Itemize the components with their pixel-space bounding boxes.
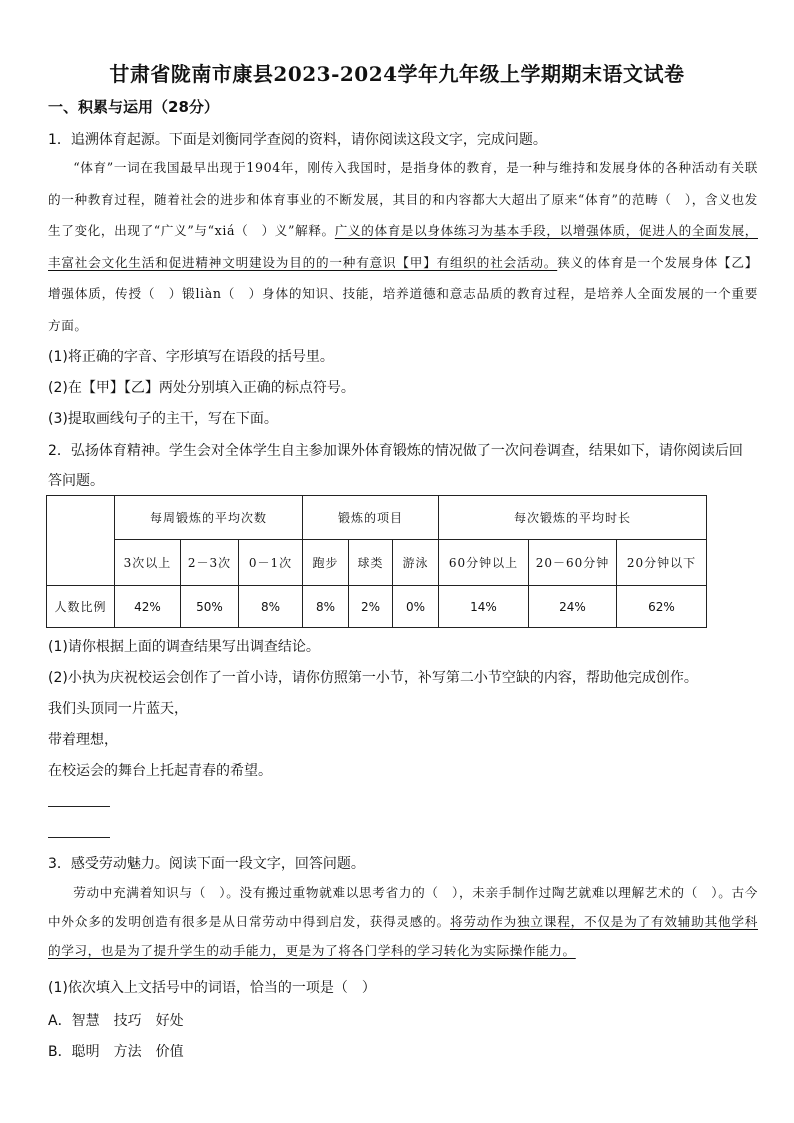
poem-line-2: 带着理想， [48, 732, 118, 748]
option-a: A．智慧 技巧 好处 [48, 1013, 184, 1029]
q3-passage-text: 劳动中充满着知识与（ ）。没有搬过重物就难以思考省力的（ ），未亲手制作过陶艺就难以理解艺术的（ ）。古今中外众多的发明创造有很多是从日常劳动中得到启发，获得灵感的。 [48, 885, 758, 929]
q2-intro-line2: 答问题。 [48, 473, 104, 489]
poem-line-1: 我们头顶同一片蓝天， [48, 701, 188, 717]
table-header-cell: 0－1次 [239, 540, 303, 586]
table-value-cell: 62% [617, 586, 707, 628]
q3-underlined-sentence: 将劳动作为独立课程，不仅是为了有效辅助其他学科的学习，也是为了提升学生的动手能力，更是为了将各门学科的学习转化为实际操作能力。 [48, 914, 758, 958]
section-heading: 一、积累与运用（28分） [48, 98, 219, 116]
q1-sub2: (2)在【甲】【乙】两处分别填入正确的标点符号。 [48, 380, 355, 396]
table-value-cell: 8% [303, 586, 349, 628]
q1-passage-b: 狭义的体育是一个发展身体【乙】增强体质，传授（ ）锻liàn（ ）身体的知识、技能，培养道德和意志品质的教育过程，是培养人全面发展的一个重要方面。 [48, 254, 758, 333]
q3-sub1: (1)依次填入上文括号中的词语，恰当的一项是（ ） [48, 980, 376, 996]
q1-sub1: (1)将正确的字音、字形填写在语段的括号里。 [48, 349, 334, 365]
table-header-cell: 20－60分钟 [529, 540, 617, 586]
q1-underlined-sentence: 广义的体育是以身体练习为基本手段，以增强体质，促进人的全面发展，丰富社会文化生活和促进精神文明建设为目的的一种有意识【甲】有组织的社会活动。 [48, 223, 758, 270]
table-header-cell: 20分钟以下 [617, 540, 707, 586]
table-value-cell: 42% [115, 586, 181, 628]
table-value-cell: 50% [181, 586, 239, 628]
poem-line-3: 在校运会的舞台上托起青春的希望。 [48, 763, 272, 779]
q2-sub1: (1)请你根据上面的调查结果写出调查结论。 [48, 639, 320, 655]
table-value-cell: 0% [393, 586, 439, 628]
answer-blank-line [48, 806, 110, 807]
q3-intro: 3．感受劳动魅力。阅读下面一段文字，回答问题。 [48, 856, 365, 872]
table-value-cell: 2% [349, 586, 393, 628]
table-value-cell: 24% [529, 586, 617, 628]
table-header-cell: 60分钟以上 [439, 540, 529, 586]
table-value-cell: 14% [439, 586, 529, 628]
table-header-cell: 2－3次 [181, 540, 239, 586]
table-corner-cell [47, 496, 115, 586]
q1-intro: 1．追溯体育起源。下面是刘衡同学查阅的资料，请你阅读这段文字，完成问题。 [48, 132, 547, 148]
table-header-cell: 跑步 [303, 540, 349, 586]
q1-sub3: (3)提取画线句子的主干，写在下面。 [48, 411, 278, 427]
table-header-cell: 3次以上 [115, 540, 181, 586]
survey-table [46, 495, 707, 628]
exam-title: 甘肃省陇南市康县2023-2024学年九年级上学期期末语文试卷 [109, 62, 685, 86]
q2-intro-line1: 2．弘扬体育精神。学生会对全体学生自主参加课外体育锻炼的情况做了一次问卷调查，结果如下，请你阅读后回 [48, 443, 743, 459]
table-group-frequency: 每周锻炼的平均次数 [115, 496, 303, 540]
option-b: B．聪明 方法 价值 [48, 1044, 184, 1060]
table-row-label: 人数比例 [47, 586, 115, 628]
q3-passage [48, 878, 758, 965]
table-header-cell: 游泳 [393, 540, 439, 586]
q1-passage [48, 152, 758, 341]
q2-sub2: (2)小执为庆祝校运会创作了一首小诗，请你仿照第一小节，补写第二小节空缺的内容，帮助他完成创作。 [48, 670, 698, 686]
q1-passage-a: “体育”一词在我国最早出现于1904年，刚传入我国时，是指身体的教育，是一种与维持和发展身体的各种活动有关联的一种教育过程，随着社会的进步和体育事业的不断发展，其目的和内容都大大超出了原来“体育”的范畴（ ），含义也发生了变化，出现了“广义”与“xiá（ ）义”解释。 [48, 160, 758, 238]
table-value-cell: 8% [239, 586, 303, 628]
table-group-projects: 锻炼的项目 [303, 496, 439, 540]
answer-blank-line [48, 837, 110, 838]
table-header-cell: 球类 [349, 540, 393, 586]
table-group-duration: 每次锻炼的平均时长 [439, 496, 707, 540]
